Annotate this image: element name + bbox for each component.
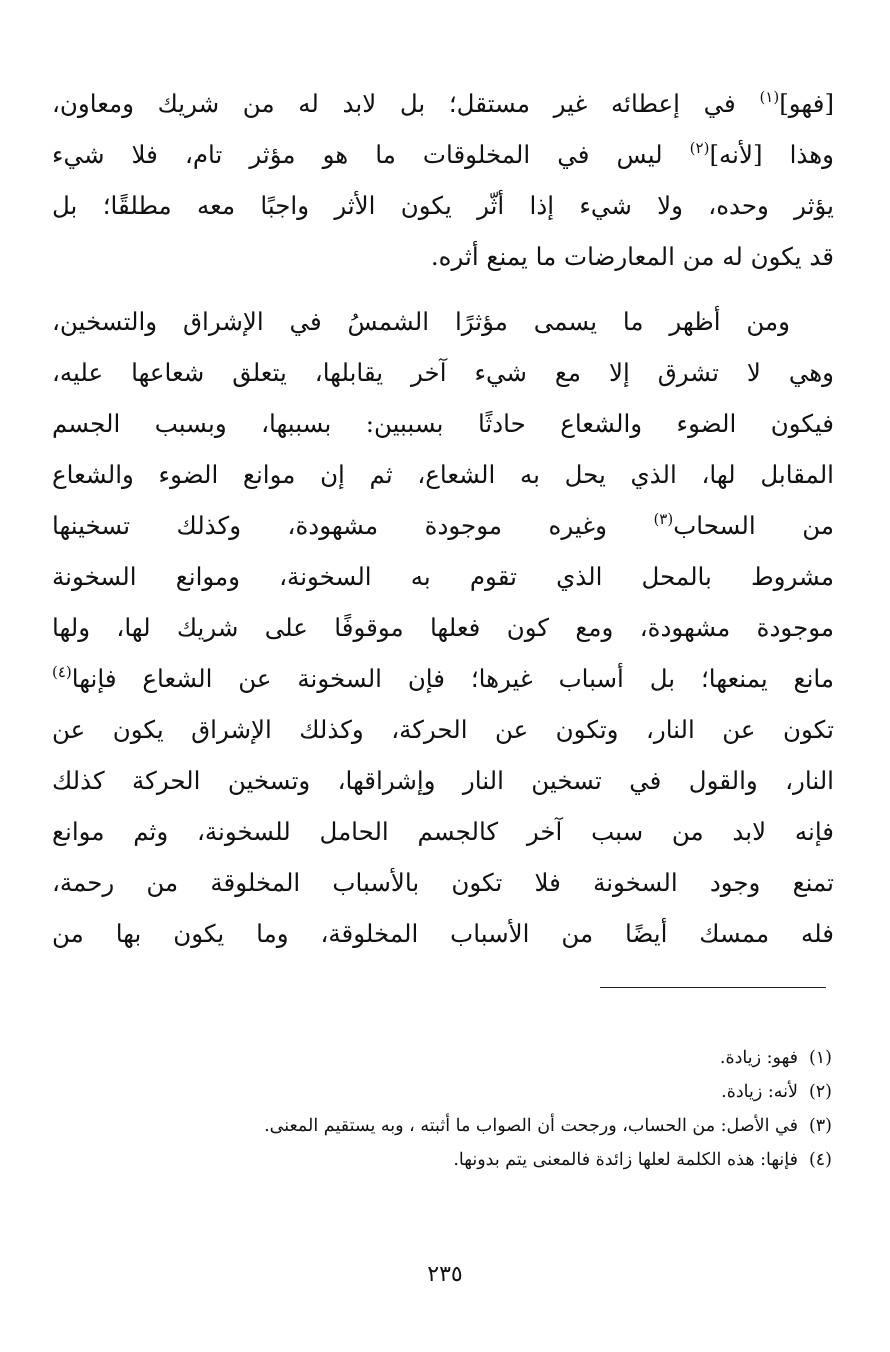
footnote-text: فهو: زيادة.	[719, 1048, 798, 1068]
text-run: المقابل لها، الذي يحل به الشعاع، ثم إن موانع الضوء والشعاع	[52, 460, 834, 489]
text-line	[52, 653, 834, 704]
text-line	[52, 755, 834, 806]
footnote-mark[interactable]: (١)	[759, 88, 780, 106]
text-line	[52, 231, 834, 282]
footnote-mark[interactable]: (٤)	[52, 663, 72, 681]
text-run: ومن أظهر ما يسمى مؤثرًا الشمسُ في الإشراق والتسخين،	[52, 307, 790, 336]
footnote-item	[52, 1041, 832, 1075]
footnote-text: في الأصل: من الحساب، ورجحت أن الصواب ما أثبته ، وبه يستقيم المعنى.	[264, 1116, 798, 1136]
text-run: مانع يمنعها؛ بل أسباب غيرها؛ فإن السخونة عن الشعاع فإنها	[71, 664, 834, 693]
text-run: من السحاب	[673, 511, 834, 540]
footnote-number: (٤)	[808, 1150, 832, 1170]
text-line	[52, 857, 834, 908]
footnote-item	[52, 1109, 832, 1143]
footnotes	[52, 1041, 832, 1177]
text-run: فله ممسك أيضًا من الأسباب المخلوقة، وما يكون بها من	[52, 919, 834, 948]
text-run: وهذا [لأنه]	[709, 140, 834, 169]
text-run: قد يكون له من المعارضات ما يمنع أثره.	[430, 242, 834, 271]
text-run: مشروط بالمحل الذي تقوم به السخونة، وموانع السخونة	[52, 562, 834, 591]
text-line	[52, 602, 834, 653]
text-run: موجودة مشهودة، ومع كون فعلها موقوفًا على شريك لها، ولها	[52, 613, 834, 642]
text-run: في إعطائه غير مستقل؛ بل لابد له من شريك ومعاون،	[52, 89, 760, 118]
text-line	[52, 551, 834, 602]
text-run: وغيره موجودة مشهودة، وكذلك تسخينها	[52, 511, 654, 540]
footnote-text: فإنها: هذه الكلمة لعلها زائدة فالمعنى يتم بدونها.	[453, 1150, 798, 1170]
text-line	[52, 806, 834, 857]
text-run: يؤثر وحده، ولا شيء إذا أثّر يكون الأثر واجبًا معه مطلقًا؛ بل	[52, 191, 834, 220]
text-line	[52, 908, 834, 959]
text-run: النار، والقول في تسخين النار وإشراقها، وتسخين الحركة كذلك	[52, 766, 834, 795]
text-line	[52, 347, 834, 398]
text-run: فيكون الضوء والشعاع حادثًا بسببين: بسببها، وبسبب الجسم	[52, 409, 834, 438]
text-line	[52, 704, 834, 755]
footnote-number: (٣)	[808, 1116, 832, 1136]
text-run: وهي لا تشرق إلا مع شيء آخر يقابلها، يتعلق شعاعها عليه،	[52, 358, 834, 387]
footnote-number: (١)	[808, 1048, 832, 1068]
footnote-text: لأنه: زيادة.	[721, 1082, 798, 1102]
text-run: تكون عن النار، وتكون عن الحركة، وكذلك الإشراق يكون عن	[52, 715, 834, 744]
text-line	[52, 449, 834, 500]
paragraph-gap	[52, 282, 834, 296]
text-run: ليس في المخلوقات ما هو مؤثر تام، فلا شيء	[52, 140, 690, 169]
text-line	[52, 78, 834, 129]
body-text	[52, 78, 834, 959]
footnote-separator	[600, 987, 826, 988]
text-run: فإنه لابد من سبب آخر كالجسم الحامل للسخونة، وثم موانع	[52, 817, 834, 846]
footnote-mark[interactable]: (٢)	[689, 139, 710, 157]
footnote-item	[52, 1143, 832, 1177]
text-line	[52, 180, 834, 231]
text-line	[52, 296, 834, 347]
text-run: تمنع وجود السخونة فلا تكون بالأسباب المخلوقة من رحمة،	[52, 868, 834, 897]
footnote-item	[52, 1075, 832, 1109]
footnote-mark[interactable]: (٣)	[653, 510, 674, 528]
text-line	[52, 129, 834, 180]
page-number: ٢٣٥	[427, 1262, 463, 1287]
text-run: [فهو]	[779, 89, 834, 118]
text-line	[52, 500, 834, 551]
footnote-number: (٢)	[808, 1082, 832, 1102]
text-line	[52, 398, 834, 449]
